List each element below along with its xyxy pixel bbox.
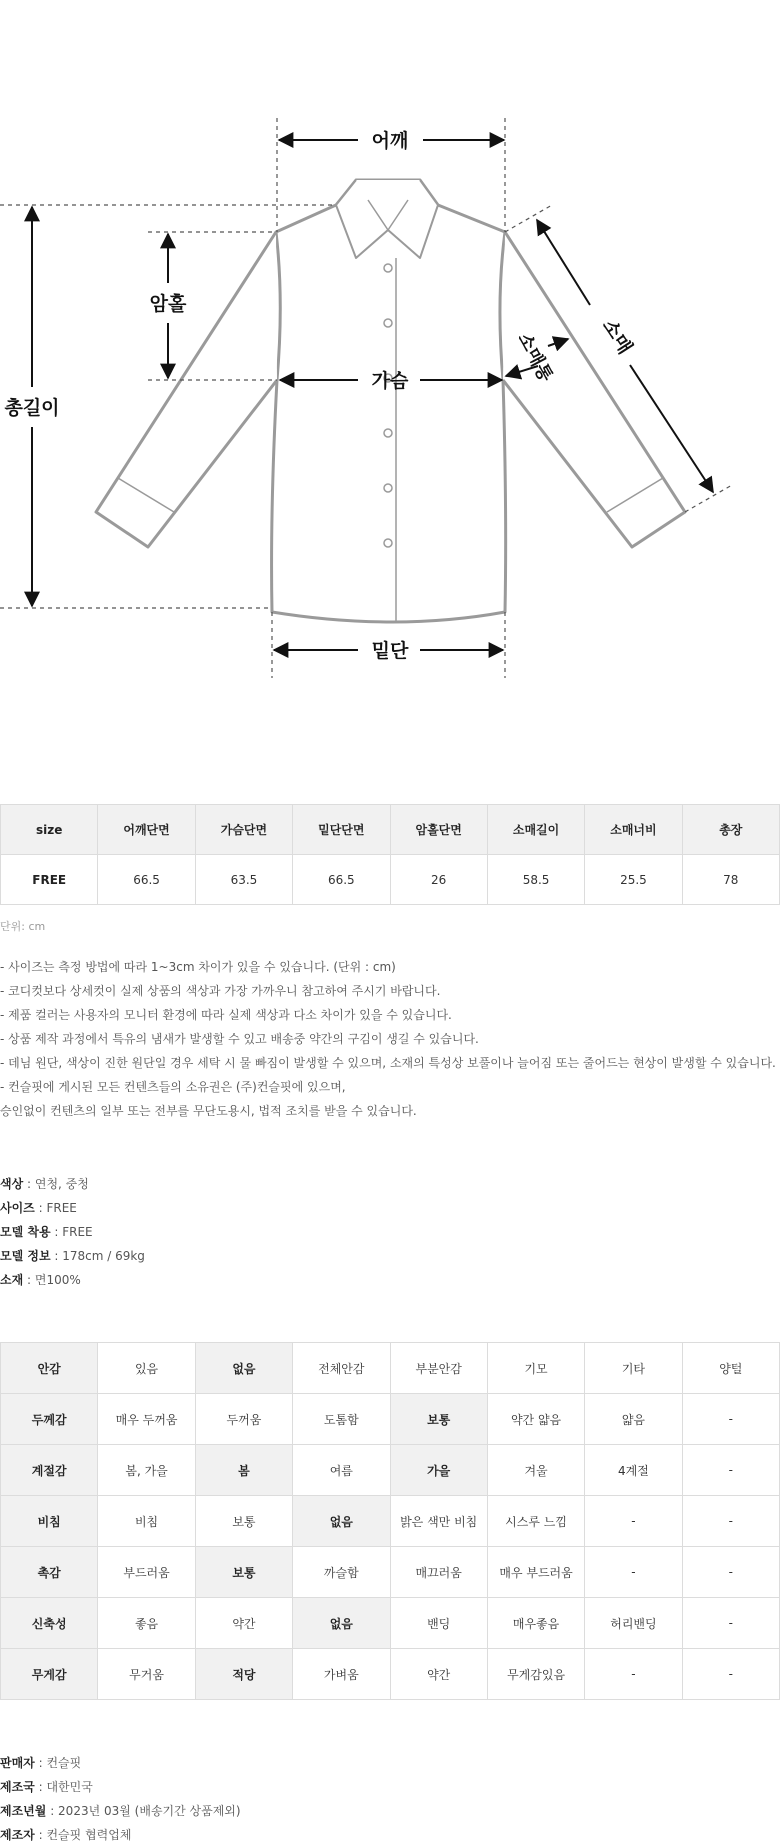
notice-item: - 코디컷보다 상세컷이 실제 상품의 색상과 가장 가까우니 참고하여 주시기 바랍니다. (0, 984, 441, 998)
info-row (0, 1244, 145, 1268)
notice-item: 승인없이 컨텐츠의 일부 또는 전부를 무단도용시, 법적 조치를 받을 수 있습니다. (0, 1104, 417, 1118)
notice-list (0, 955, 776, 1123)
sleeve-label: 소매 (597, 315, 637, 359)
info-label: 소재 (0, 1273, 24, 1287)
material-cell: 매우 부드러움 (487, 1547, 584, 1598)
table-row (1, 1394, 780, 1445)
info-label: 판매자 (0, 1756, 35, 1770)
material-cell: 없음 (293, 1598, 390, 1649)
table-row (1, 1496, 780, 1547)
info-value: : 2023년 03월 (배송기간 상품제외) (46, 1804, 241, 1818)
material-cell: - (682, 1394, 779, 1445)
table-row (1, 1547, 780, 1598)
material-cell: 좋음 (98, 1598, 195, 1649)
material-cell: 보통 (390, 1394, 487, 1445)
material-row-label: 비침 (1, 1496, 98, 1547)
info-value: : FREE (34, 1201, 77, 1215)
maker-info (0, 1751, 241, 1847)
material-cell: 시스루 느낌 (487, 1496, 584, 1547)
size-cell: 66.5 (293, 855, 390, 905)
info-row (0, 1775, 241, 1799)
info-value: : 컨슬핏 협력업체 (34, 1828, 132, 1842)
info-row (0, 1799, 241, 1823)
notice-item: - 제품 컬러는 사용자의 모니터 환경에 따라 실제 색상과 다소 차이가 있을 수 있습니다. (0, 1008, 452, 1022)
material-cell: 겨울 (487, 1445, 584, 1496)
sleeve-width-label: 소매통 (513, 329, 557, 386)
material-cell: 없음 (293, 1496, 390, 1547)
info-row (0, 1751, 241, 1775)
chest-label: 가슴 (371, 370, 409, 392)
info-value: : FREE (50, 1225, 93, 1239)
table-row (1, 855, 780, 905)
material-cell: 매끄러움 (390, 1547, 487, 1598)
size-cell: FREE (1, 855, 98, 905)
material-cell: 밝은 색만 비침 (390, 1496, 487, 1547)
table-row (1, 1598, 780, 1649)
material-table (0, 1342, 780, 1700)
hem-label: 밑단 (371, 640, 409, 662)
size-table-header (1, 805, 780, 855)
material-row-label: 계절감 (1, 1445, 98, 1496)
table-row (1, 1445, 780, 1496)
material-cell: - (682, 1445, 779, 1496)
table-row (1, 1343, 780, 1394)
info-value: : 컨슬핏 (34, 1756, 82, 1770)
size-header-cell: 밑단단면 (293, 805, 390, 855)
size-header-cell: 어깨단면 (98, 805, 195, 855)
material-cell: 무거움 (98, 1649, 195, 1700)
notice-item: - 컨슬핏에 게시된 모든 컨텐츠들의 소유권은 (주)컨슬핏에 있으며, (0, 1080, 346, 1094)
info-row (0, 1823, 241, 1847)
table-row (1, 1649, 780, 1700)
material-cell: 전체안감 (293, 1343, 390, 1394)
material-cell: 두꺼움 (195, 1394, 292, 1445)
size-header-cell: size (1, 805, 98, 855)
notice-item: - 상품 제작 과정에서 특유의 냄새가 발생할 수 있고 배송중 약간의 구김이 생길 수 있습니다. (0, 1032, 479, 1046)
size-header-cell: 소매너비 (585, 805, 682, 855)
info-label: 색상 (0, 1177, 24, 1191)
material-cell: 가을 (390, 1445, 487, 1496)
material-cell: - (682, 1649, 779, 1700)
size-diagram (0, 100, 780, 700)
material-cell: 약간 (390, 1649, 487, 1700)
total-length-label: 총길이 (4, 397, 60, 419)
material-cell: 여름 (293, 1445, 390, 1496)
material-row-label: 신축성 (1, 1598, 98, 1649)
material-cell: - (585, 1649, 682, 1700)
size-cell: 78 (682, 855, 779, 905)
material-row-label: 안감 (1, 1343, 98, 1394)
material-cell: - (682, 1547, 779, 1598)
material-cell: 까슬함 (293, 1547, 390, 1598)
material-cell: 4계절 (585, 1445, 682, 1496)
material-cell: 봄, 가을 (98, 1445, 195, 1496)
material-row-label: 무게감 (1, 1649, 98, 1700)
size-cell: 26 (390, 855, 487, 905)
material-cell: 보통 (195, 1547, 292, 1598)
material-cell: 무게감있음 (487, 1649, 584, 1700)
info-label: 모델 정보 (0, 1249, 51, 1263)
armhole-label: 암홀 (149, 293, 187, 315)
material-cell: 약간 얇음 (487, 1394, 584, 1445)
size-header-cell: 총장 (682, 805, 779, 855)
notice-item: - 사이즈는 측정 방법에 따라 1~3cm 차이가 있을 수 있습니다. (단위 : cm) (0, 960, 396, 974)
material-cell: 있음 (98, 1343, 195, 1394)
info-row (0, 1268, 145, 1292)
material-cell: 가벼움 (293, 1649, 390, 1700)
shirt-outline-icon (96, 180, 685, 622)
product-info (0, 1172, 145, 1292)
material-row-label: 두께감 (1, 1394, 98, 1445)
material-cell: 약간 (195, 1598, 292, 1649)
material-cell: 밴딩 (390, 1598, 487, 1649)
info-label: 모델 착용 (0, 1225, 51, 1239)
material-cell: - (682, 1496, 779, 1547)
info-value: : 연청, 중청 (23, 1177, 89, 1191)
shoulder-label: 어깨 (371, 130, 409, 152)
notice-item: - 데님 원단, 색상이 진한 원단일 경우 세탁 시 물 빠짐이 발생할 수 있으며, 소재의 특성상 보풀이나 늘어짐 또는 줄어드는 현상이 발생할 수 있습니다. (0, 1056, 776, 1070)
material-cell: 보통 (195, 1496, 292, 1547)
info-label: 제조년월 (0, 1804, 47, 1818)
info-label: 제조국 (0, 1780, 35, 1794)
material-cell: 적당 (195, 1649, 292, 1700)
material-cell: 양털 (682, 1343, 779, 1394)
material-cell: 기타 (585, 1343, 682, 1394)
material-cell: 도톰함 (293, 1394, 390, 1445)
material-cell: 봄 (195, 1445, 292, 1496)
material-cell: 부드러움 (98, 1547, 195, 1598)
material-cell: 허리밴딩 (585, 1598, 682, 1649)
size-cell: 63.5 (195, 855, 292, 905)
material-cell: 매우 두꺼움 (98, 1394, 195, 1445)
material-cell: 없음 (195, 1343, 292, 1394)
size-cell: 66.5 (98, 855, 195, 905)
info-value: : 178cm / 69kg (50, 1249, 145, 1263)
material-cell: 얇음 (585, 1394, 682, 1445)
size-header-cell: 가슴단면 (195, 805, 292, 855)
material-cell: - (585, 1547, 682, 1598)
info-label: 제조자 (0, 1828, 35, 1842)
info-label: 사이즈 (0, 1201, 35, 1215)
info-row (0, 1196, 145, 1220)
unit-note: 단위: cm (0, 920, 46, 933)
size-table (0, 804, 780, 905)
material-cell: 기모 (487, 1343, 584, 1394)
size-header-cell: 소매길이 (487, 805, 584, 855)
material-cell: - (585, 1496, 682, 1547)
material-cell: 비침 (98, 1496, 195, 1547)
info-row (0, 1172, 145, 1196)
material-cell: - (682, 1598, 779, 1649)
info-value: : 대한민국 (34, 1780, 93, 1794)
info-value: : 면100% (23, 1273, 81, 1287)
material-cell: 매우좋음 (487, 1598, 584, 1649)
size-cell: 25.5 (585, 855, 682, 905)
material-cell: 부분안감 (390, 1343, 487, 1394)
material-row-label: 촉감 (1, 1547, 98, 1598)
size-cell: 58.5 (487, 855, 584, 905)
info-row (0, 1220, 145, 1244)
size-header-cell: 암홀단면 (390, 805, 487, 855)
